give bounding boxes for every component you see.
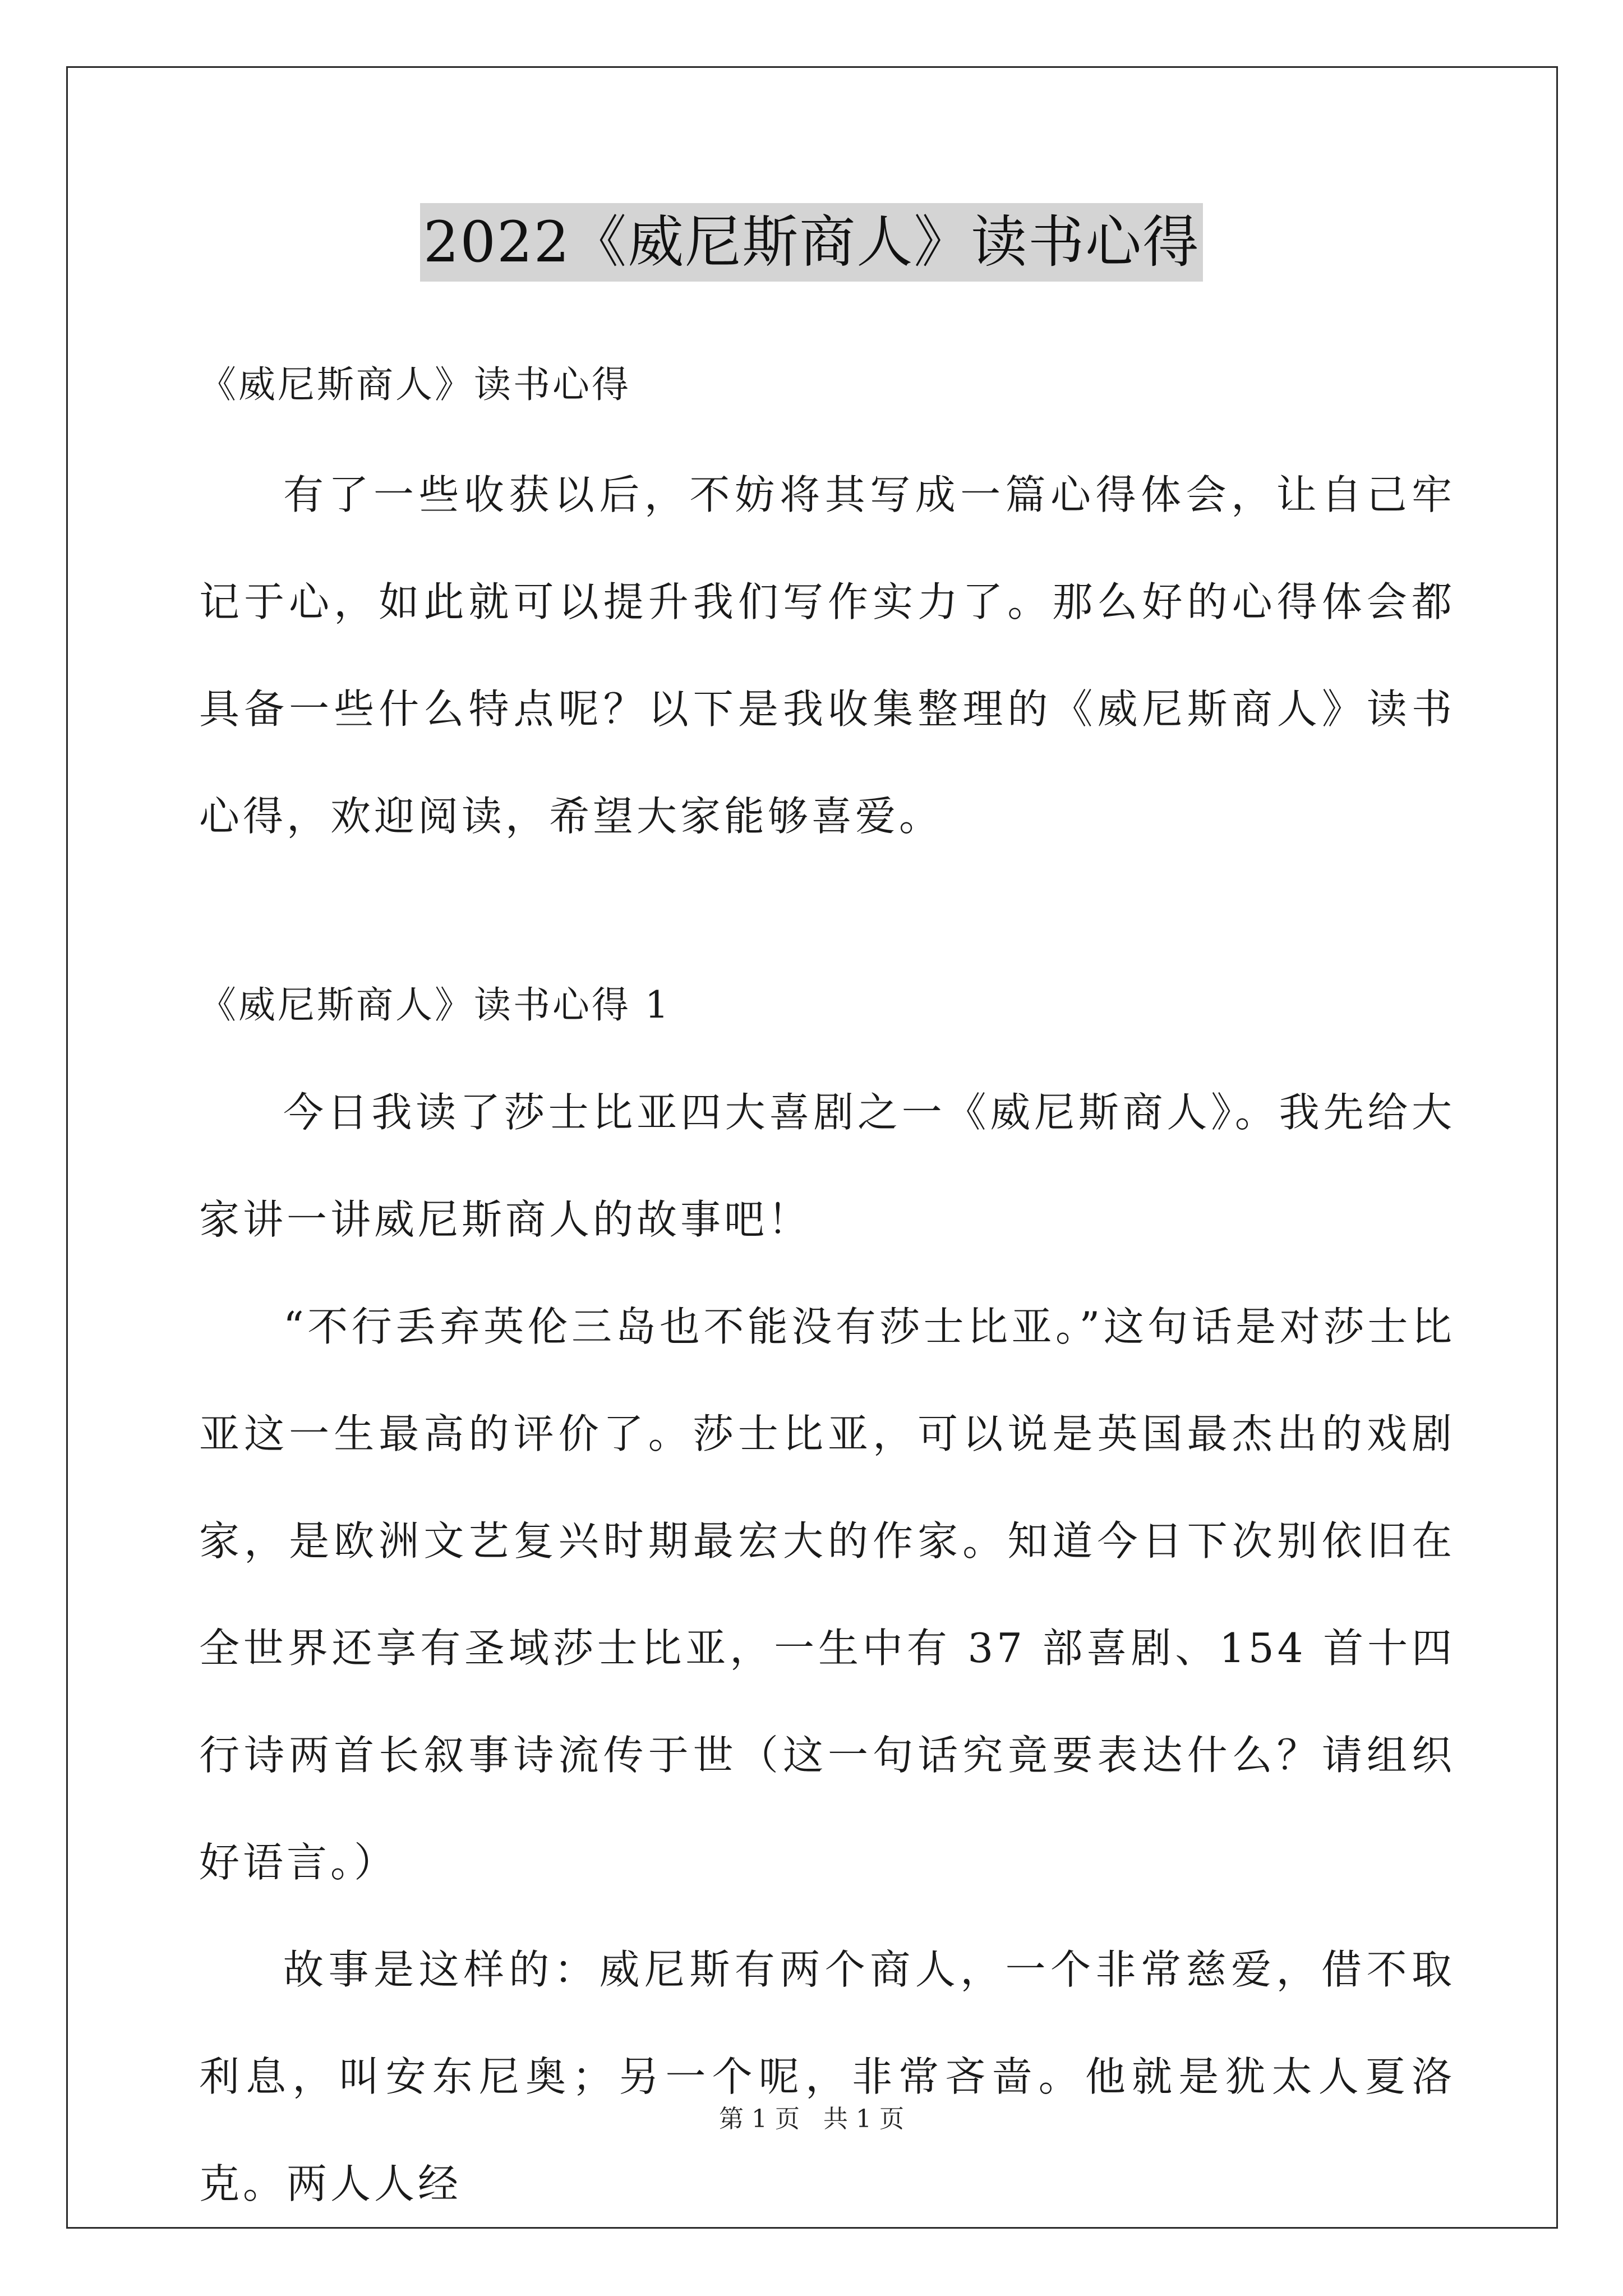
document-title: 2022《威尼斯商人》读书心得 [420, 203, 1204, 282]
title-container [0, 203, 1623, 282]
body-paragraph: “不行丢弃英伦三岛也不能没有莎士比亚。”这句话是对莎士比亚这一生最高的评价了。莎士比亚，可以说是英国最杰出的戏剧家，是欧洲文艺复兴时期最宏大的作家。知道今日下次别依旧在全世界还享有圣域莎士比亚，一生中有 37 部喜剧、154 首十四行诗两首长叙事诗流传于世（这一句话究竟要表达什么？请组织好语言。） [199, 1303, 1455, 1886]
page-number: 第 1 页 [719, 2105, 800, 2133]
intro-paragraph: 有了一些收获以后，不妨将其写成一篇心得体会，让自己牢记于心，如此就可以提升我们写作实力了。那么好的心得体会都具备一些什么特点呢？以下是我收集整理的《威尼斯商人》读书心得，欢迎阅读，希望大家能够喜爱。 [199, 471, 1455, 840]
page-total: 共 1 页 [823, 2105, 904, 2133]
section-heading: 《威尼斯商人》读书心得 1 [199, 983, 671, 1027]
body-paragraph: 故事是这样的：威尼斯有两个商人，一个非常慈爱，借不取利息，叫安东尼奥；另一个呢，非常吝啬。他就是犹太人夏洛克。两人人经 [199, 1946, 1455, 2207]
body-paragraph: 今日我读了莎士比亚四大喜剧之一《威尼斯商人》。我先给大家讲一讲威尼斯商人的故事吧！ [199, 1089, 1455, 1243]
page-footer [0, 2102, 1623, 2136]
document-body [199, 314, 1455, 2238]
subtitle: 《威尼斯商人》读书心得 [199, 363, 631, 406]
